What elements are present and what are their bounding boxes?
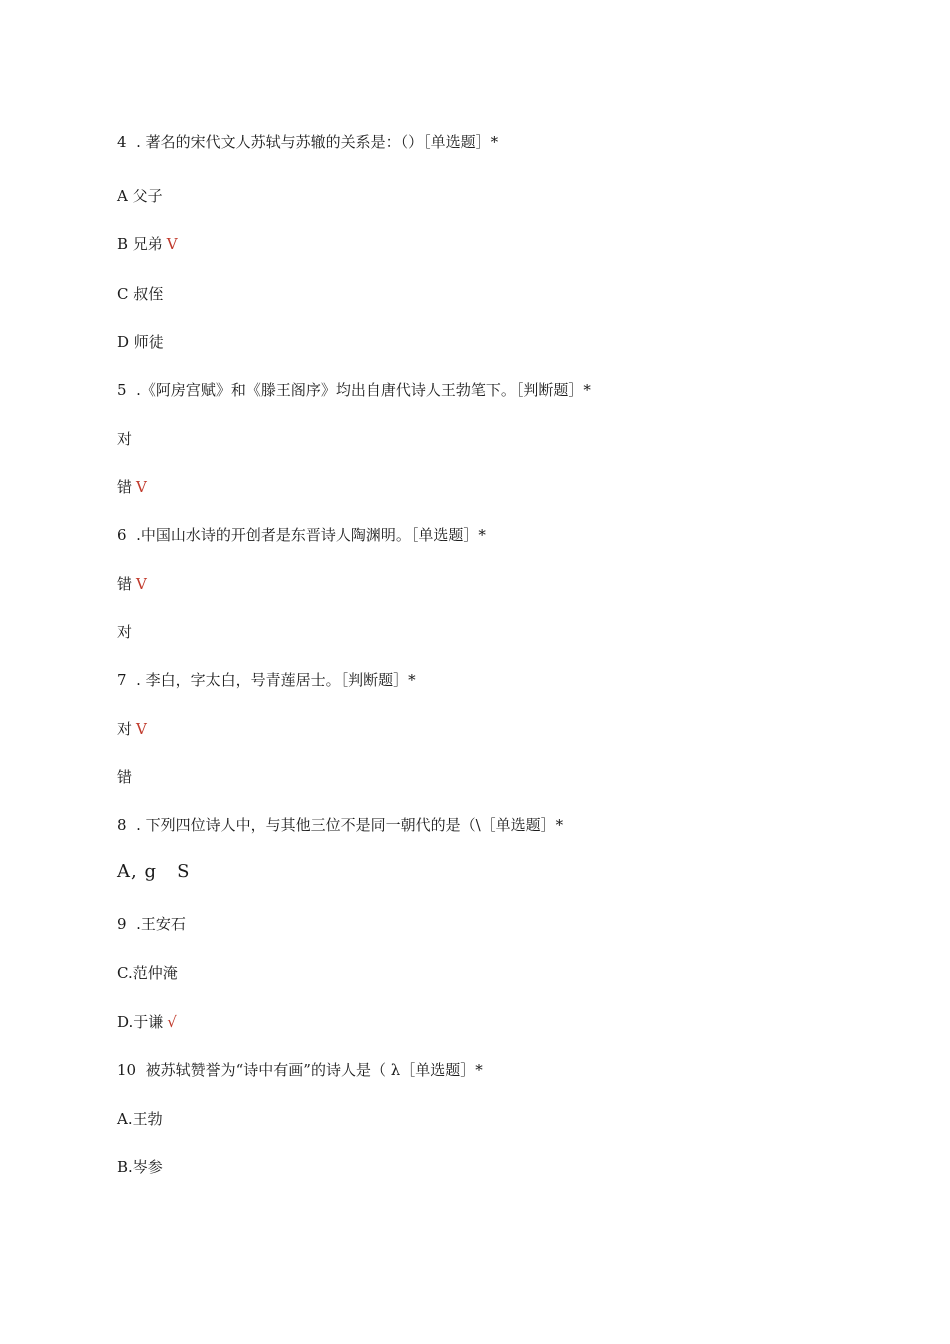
question-6-option-true[interactable]	[117, 622, 136, 642]
question-6-option-false[interactable]	[117, 574, 147, 594]
answer-mark: V	[136, 575, 147, 593]
question-7-option-false[interactable]	[117, 767, 136, 787]
option-label: D.于谦	[117, 1013, 164, 1031]
answer-mark: √	[167, 1013, 177, 1031]
option-label: 对	[117, 623, 133, 641]
question-4-stem: 4 . 著名的宋代文人苏轼与苏辙的关系是：（）［单选题］*	[117, 133, 499, 151]
option-label: C 叔侄	[117, 285, 164, 303]
question-5-stem: 5 .《阿房宫赋》和《滕王阁序》均出自唐代诗人王勃笔下。［判断题］*	[117, 381, 591, 399]
option-label: C.范仲淹	[117, 964, 178, 982]
question-10-option-b[interactable]	[117, 1157, 167, 1177]
option-label: D 师徒	[117, 333, 164, 351]
question-5-option-false[interactable]	[117, 477, 147, 497]
option-label: A 父子	[117, 187, 163, 205]
option-label: B 兄弟	[117, 235, 163, 253]
option-label: B.岑参	[117, 1158, 163, 1176]
question-8-option-d[interactable]	[117, 1012, 177, 1032]
option-label: 错	[117, 575, 133, 593]
question-8-stem: 8 . 下列四位诗人中，与其他三位不是同一朝代的是（\［单选题］*	[117, 816, 564, 834]
answer-mark: V	[136, 478, 147, 496]
option-label: 对	[117, 430, 133, 448]
answer-mark: V	[136, 720, 147, 738]
question-10-option-a[interactable]	[117, 1109, 167, 1129]
option-label: A, g S	[117, 861, 191, 882]
question-6-stem: 6 .中国山水诗的开创者是东晋诗人陶渊明。［单选题］*	[117, 526, 486, 544]
question-8-option-b[interactable]	[117, 914, 190, 934]
question-4-option-c[interactable]	[117, 284, 167, 304]
question-8-option-a[interactable]	[117, 862, 194, 882]
question-8-option-c[interactable]	[117, 963, 182, 983]
question-7-stem: 7 . 李白，字太白，号青莲居士。［判断题］*	[117, 671, 416, 689]
question-4-option-b[interactable]	[117, 234, 178, 254]
question-4-option-a[interactable]	[117, 186, 167, 206]
option-label: A.王勃	[117, 1110, 163, 1128]
answer-mark: V	[166, 235, 178, 253]
option-label: 9 .王安石	[117, 915, 186, 933]
question-4-option-d[interactable]	[117, 332, 168, 352]
question-5-option-true[interactable]	[117, 429, 136, 449]
option-label: 错	[117, 478, 133, 496]
question-7-option-true[interactable]	[117, 719, 147, 739]
option-label: 对	[117, 720, 133, 738]
option-label: 错	[117, 768, 133, 786]
question-10-stem: 10 被苏轼赞誉为“诗中有画”的诗人是（ λ［单选题］*	[117, 1061, 483, 1079]
